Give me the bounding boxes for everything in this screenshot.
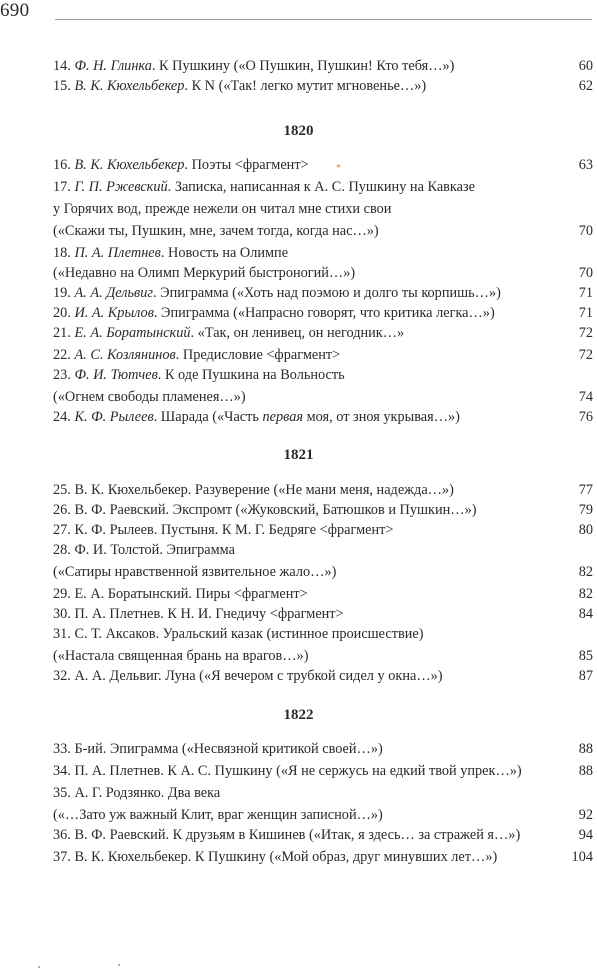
entry-author: А. С. Козлянинов [74, 347, 176, 363]
entry-number: 20. [53, 305, 71, 321]
toc-entry-text [53, 345, 340, 365]
toc-entry-text [53, 783, 220, 803]
entry-page-number: 82 [578, 564, 593, 580]
footnote-asterisk-marker: * [336, 163, 341, 174]
toc-entry-line [53, 604, 593, 624]
entry-title: А. Г. Родзянко. Два века [74, 785, 221, 801]
entry-title: . Эпиграмма («Напрасно говорят, что критика легка…») [153, 305, 495, 321]
toc-entry-line [53, 739, 593, 759]
toc-entry-line [53, 540, 593, 560]
entry-number: 34. [53, 763, 71, 779]
entry-title: («Недавно на Олимп Меркурий быстроногий…») [53, 265, 356, 281]
toc-entry-line [53, 155, 593, 175]
entry-number: 29. [53, 586, 71, 602]
entry-page-number: 79 [578, 502, 593, 518]
entry-page-number: 71 [578, 285, 593, 301]
toc-entry-line [53, 243, 593, 263]
entry-number: 30. [53, 606, 71, 622]
toc-entry-line [53, 500, 593, 520]
year-heading: 1821 [283, 447, 314, 463]
toc-entry-text [53, 387, 246, 407]
entry-number: 16. [53, 157, 71, 173]
entry-page-number: 88 [578, 763, 593, 779]
year-heading: 1820 [283, 123, 314, 139]
toc-entry-text [53, 283, 501, 303]
toc-entry-line [53, 761, 593, 781]
entry-title: В. Ф. Раевский. К друзьям в Кишинев («Итак, я здесь… за стражей я…») [74, 827, 521, 843]
toc-entry-text [53, 761, 522, 781]
entry-title: («Сатиры нравственной язвительное жало…») [53, 564, 337, 580]
toc-entry-line [53, 624, 593, 644]
toc-entry-line [53, 365, 593, 385]
scan-speck [118, 964, 120, 966]
entry-page-number: 63 [578, 157, 593, 173]
toc-entry-line [53, 646, 593, 666]
entry-title: В. К. Кюхельбекер. Разуверение («Не мани меня, надежда…») [74, 482, 454, 498]
toc-entry-line [53, 323, 593, 343]
entry-page-number: 76 [578, 409, 593, 425]
toc-entry-text [53, 323, 404, 343]
entry-title: . К оде Пушкина на Вольность [157, 367, 345, 383]
entry-title: С. Т. Аксаков. Уральский казак (истинное происшествие) [74, 626, 424, 642]
entry-title: . Предисловие <фрагмент> [175, 347, 341, 363]
entry-number: 14. [53, 58, 71, 74]
toc-entry-text [53, 666, 443, 686]
entry-page-number: 71 [578, 305, 593, 321]
page-number: 690 [0, 0, 30, 21]
entry-title: Е. А. Боратынский. Пиры <фрагмент> [74, 586, 308, 602]
toc-entry-text [53, 825, 520, 845]
entry-author: В. К. Кюхельбекер [74, 157, 185, 173]
toc-entry-text [53, 540, 235, 560]
entry-page-number: 92 [578, 807, 593, 823]
entry-title: у Горячих вод, прежде нежели он читал мне стихи свои [53, 201, 392, 217]
toc-entry-line [53, 283, 593, 303]
entry-number: 37. [53, 849, 71, 865]
entry-page-number: 88 [578, 741, 593, 757]
entry-number: 21. [53, 325, 71, 341]
toc-entry-line [53, 303, 593, 323]
toc-entry-line [53, 562, 593, 582]
entry-number: 32. [53, 668, 71, 684]
entry-author: Е. А. Боратынский [74, 325, 191, 341]
entry-title: («Настала священная брань на врагов…») [53, 648, 309, 664]
entry-page-number: 85 [578, 648, 593, 664]
toc-entry-line [53, 520, 593, 540]
entry-number: 31. [53, 626, 71, 642]
toc-entry-text [53, 847, 497, 867]
toc-entry-text [53, 500, 476, 520]
entry-number: 35. [53, 785, 71, 801]
entry-page-number: 82 [578, 586, 593, 602]
entry-author: Ф. И. Тютчев [74, 367, 158, 383]
entry-author: И. А. Крылов [74, 305, 154, 321]
toc-entry-line [53, 783, 593, 803]
entry-number: 17. [53, 179, 71, 195]
toc-entry-line [53, 666, 593, 686]
entry-title: («Скажи ты, Пушкин, мне, зачем тогда, когда нас…») [53, 223, 379, 239]
toc-entry-line [53, 76, 593, 96]
toc-entry-text [53, 155, 309, 175]
toc-entry-text [53, 76, 426, 96]
toc-entry-line [53, 263, 593, 283]
toc-entry-text [53, 199, 391, 219]
entry-title: П. А. Плетнев. К А. С. Пушкину («Я не сержусь на едкий твой упрек…») [74, 763, 522, 779]
toc-entry-line [53, 387, 593, 407]
toc-entry-text [53, 584, 308, 604]
entry-number: 24. [53, 409, 71, 425]
entry-title: моя, от зноя укрывая…») [303, 409, 460, 425]
entry-title: . Записка, написанная к А. С. Пушкину на Кавказе [167, 179, 475, 195]
toc-entry-text [53, 739, 383, 759]
toc-entry-text [53, 365, 345, 385]
entry-number: 25. [53, 482, 71, 498]
entry-author: Г. П. Ржевский [74, 179, 168, 195]
entry-title: В. Ф. Раевский. Экспромт («Жуковский, Батюшков и Пушкин…») [74, 502, 477, 518]
entry-page-number: 70 [578, 223, 593, 239]
toc-entry-line [53, 805, 593, 825]
entry-page-number: 70 [578, 265, 593, 281]
toc-entry-text [53, 407, 460, 427]
toc-entry-text [53, 221, 379, 241]
entry-number: 26. [53, 502, 71, 518]
toc-entry-line [53, 825, 593, 845]
entry-author: П. А. Плетнев [74, 245, 161, 261]
entry-page-number: 62 [578, 78, 593, 94]
entry-title: А. А. Дельвиг. Луна («Я вечером с трубкой сидел у окна…») [74, 668, 443, 684]
toc-entry-text [53, 177, 475, 197]
entry-title-emphasis: первая [262, 409, 304, 425]
entry-number: 19. [53, 285, 71, 301]
toc-entry-text [53, 646, 308, 666]
toc-entry-line [53, 199, 593, 219]
toc-entry-text [53, 303, 495, 323]
entry-title: . «Так, он ленивец, он негодник…» [190, 325, 405, 341]
year-heading: 1822 [283, 707, 314, 723]
toc-entry-line [53, 221, 593, 241]
entry-page-number: 77 [578, 482, 593, 498]
entry-number: 23. [53, 367, 71, 383]
entry-title: («…Зато уж важный Клит, враг женщин записной…») [53, 807, 383, 823]
entry-title: К. Ф. Рылеев. Пустыня. К М. Г. Бедряге <фрагмент> [74, 522, 394, 538]
toc-entry-text [53, 243, 288, 263]
entry-title: . К N («Так! легко мутит мгновенье…») [184, 78, 427, 94]
entry-title: . К Пушкину («О Пушкин, Пушкин! Кто тебя…») [151, 58, 455, 74]
toc-entry-text [53, 56, 454, 76]
toc-entry-line [53, 480, 593, 500]
toc-entry-text [53, 604, 344, 624]
entry-title: П. А. Плетнев. К Н. И. Гнедичу <фрагмент> [74, 606, 344, 622]
entry-title: . Поэты <фрагмент> [184, 157, 309, 173]
entry-page-number: 84 [578, 606, 593, 622]
entry-page-number: 60 [578, 58, 593, 74]
entry-author: В. К. Кюхельбекер [74, 78, 185, 94]
toc-entry-text [53, 562, 336, 582]
entry-title: . Новость на Олимпе [160, 245, 289, 261]
entry-title: Ф. И. Толстой. Эпиграмма [74, 542, 235, 558]
toc-entry-line [53, 847, 593, 867]
toc-entry-text [53, 520, 394, 540]
toc-entry-text [53, 624, 424, 644]
entry-number: 27. [53, 522, 71, 538]
entry-page-number: 104 [571, 849, 593, 865]
toc-entry-line [53, 407, 593, 427]
toc-entry-line [53, 584, 593, 604]
toc-entry-text [53, 805, 383, 825]
entry-author: Ф. Н. Глинка [74, 58, 152, 74]
entry-title: Б-ий. Эпиграмма («Несвязной критикой своей…») [74, 741, 383, 757]
entry-number: 28. [53, 542, 71, 558]
entry-author: К. Ф. Рылеев [74, 409, 154, 425]
entry-title: . Шарада («Часть [153, 409, 263, 425]
scan-speck [38, 966, 40, 968]
toc-entry-line [53, 56, 593, 76]
toc-entry-line [53, 177, 593, 197]
entry-page-number: 72 [578, 347, 593, 363]
entry-number: 15. [53, 78, 71, 94]
entry-page-number: 87 [578, 668, 593, 684]
entry-page-number: 72 [578, 325, 593, 341]
entry-number: 22. [53, 347, 71, 363]
entry-title: . Эпиграмма («Хоть над поэмою и долго ты корпишь…») [152, 285, 501, 301]
toc-entry-line [53, 345, 593, 365]
entry-page-number: 94 [578, 827, 593, 843]
entry-title: В. К. Кюхельбекер. К Пушкину («Мой образ, друг минувших лет…») [74, 849, 498, 865]
entry-number: 33. [53, 741, 71, 757]
entry-number: 36. [53, 827, 71, 843]
toc-entry-text [53, 480, 454, 500]
entry-author: А. А. Дельвиг [74, 285, 153, 301]
toc-entry-text [53, 263, 355, 283]
entry-title: («Огнем свободы пламенея…») [53, 389, 246, 405]
entry-page-number: 74 [578, 389, 593, 405]
entry-number: 18. [53, 245, 71, 261]
entry-page-number: 80 [578, 522, 593, 538]
